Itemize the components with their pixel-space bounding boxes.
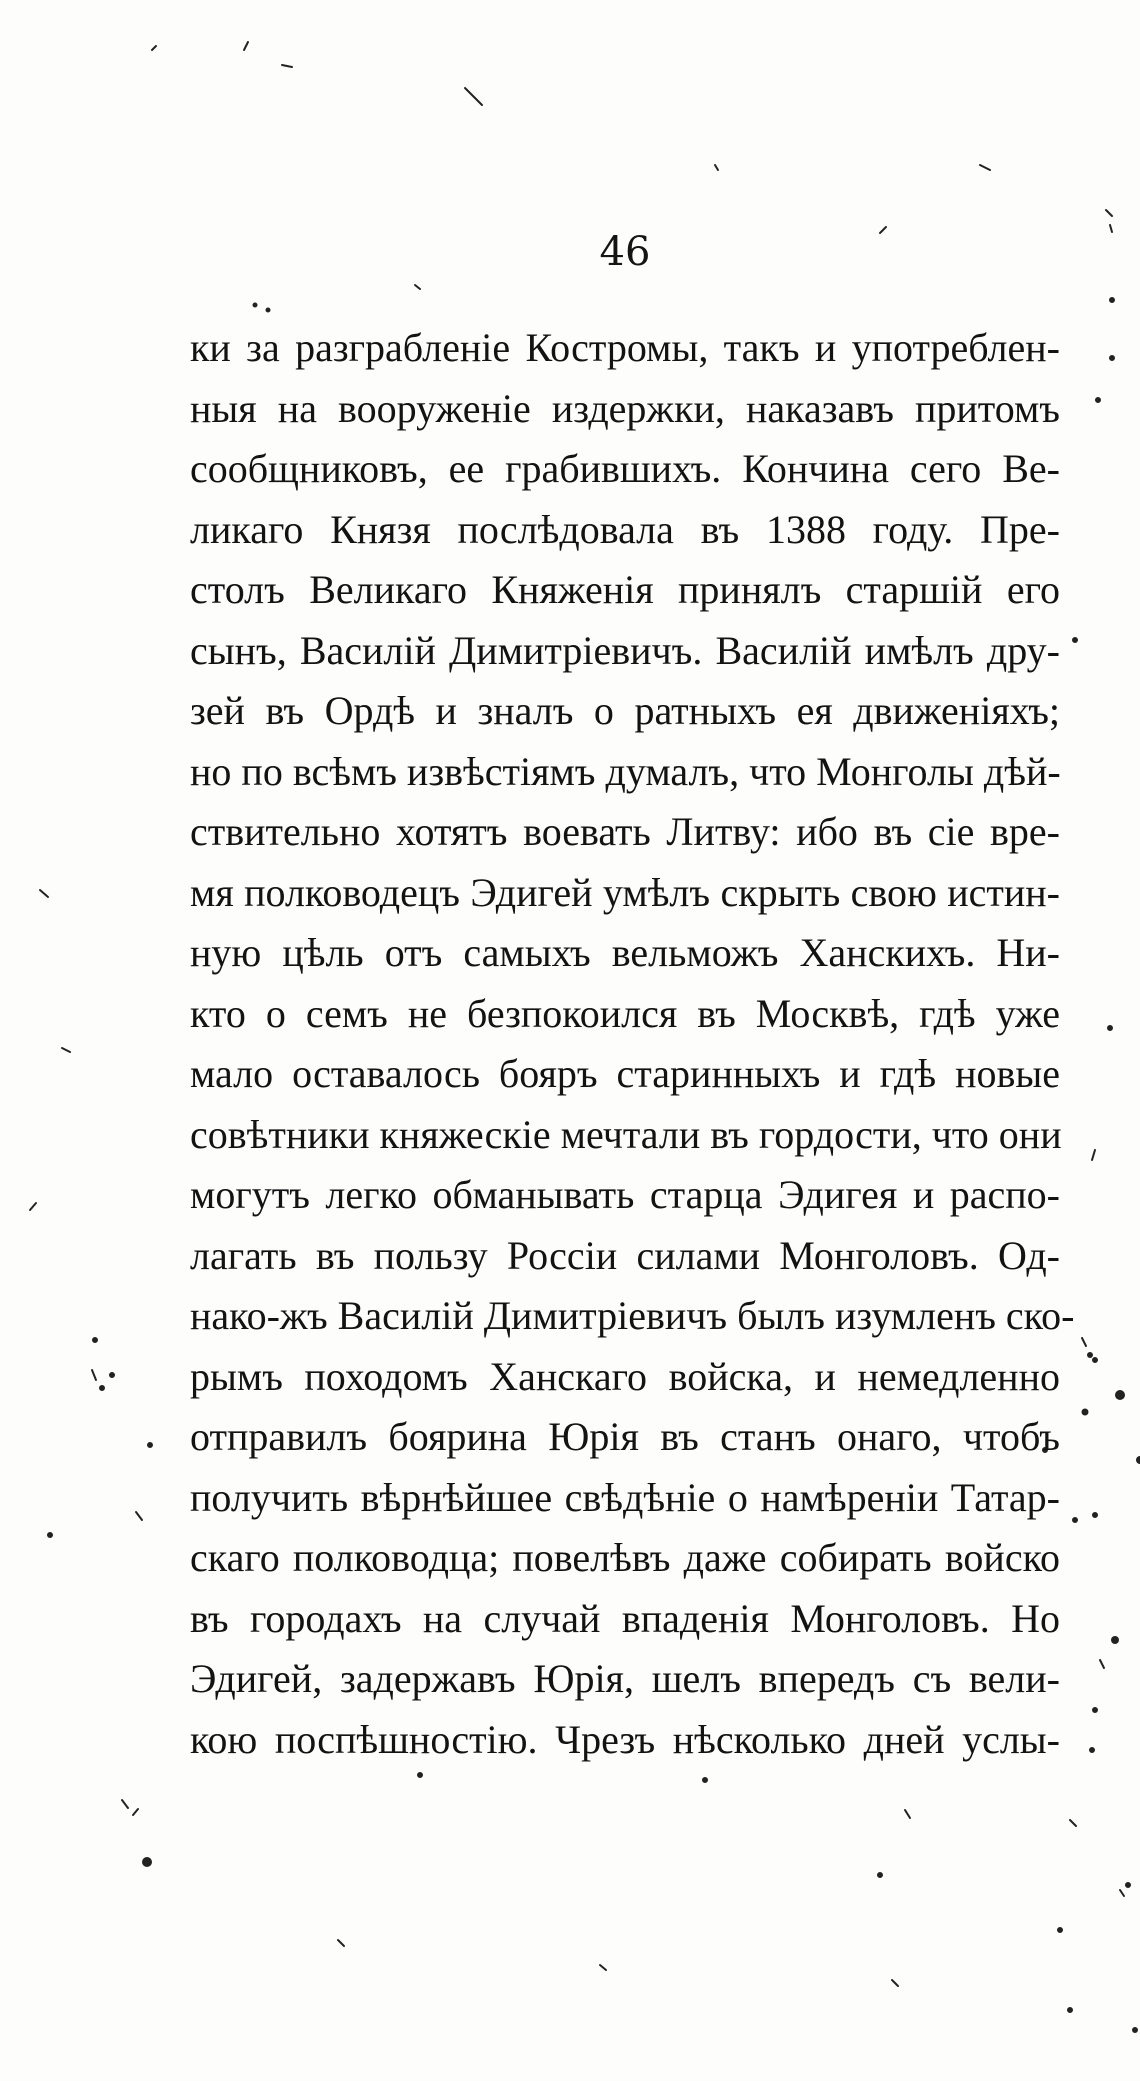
text-line: зей въ Ордѣ и зналъ о ратныхъ ея движеніяхъ; [190, 688, 1060, 733]
text-line: отправилъ боярина Юрія въ станъ онаго, чтобъ [190, 1414, 1060, 1459]
text-line: ки за разграбленіе Костромы, такъ и употреблен- [190, 325, 1060, 370]
text-line: въ городахъ на случай впаденія Монголовъ. Но [190, 1595, 1060, 1641]
text-line: рымъ походомъ Ханскаго войска, и немедленно [190, 1353, 1060, 1399]
text-line: ную цѣль отъ самыхъ вельможъ Ханскихъ. Ни- [190, 930, 1060, 975]
text-line: могутъ легко обманывать старца Эдигея и распо- [190, 1172, 1060, 1217]
text-line: мало оставалось бояръ старинныхъ и гдѣ новые [190, 1051, 1060, 1096]
body-text [190, 318, 1075, 1770]
text-line: кою поспѣшностію. Чрезъ нѣсколько дней услы- [190, 1716, 1060, 1762]
text-line: но по всѣмъ извѣстіямъ думалъ, что Монголы дѣй- [190, 748, 1061, 794]
text-line: кто о семъ не безпокоился въ Москвѣ, гдѣ уже [190, 990, 1060, 1036]
text-line: ликаго Князя послѣдовала въ 1388 году. Пре- [190, 506, 1060, 552]
text-line: Эдигей, задержавъ Юрія, шелъ впередъ съ вели- [190, 1656, 1060, 1701]
text-line: ныя на вооруженіе издержки, наказавъ притомъ [190, 385, 1060, 431]
text-line: получить вѣрнѣйшее свѣдѣніе о намѣреніи Татар- [190, 1474, 1060, 1520]
text-line: совѣтники княжескіе мечтали въ гордости, что они [190, 1111, 1062, 1157]
text-line: ствительно хотятъ воевать Литву: ибо въ сіе вре- [190, 809, 1060, 854]
text-line: сообщниковъ, ее грабившихъ. Кончина сего Ве- [190, 446, 1060, 491]
text-line: мя полководецъ Эдигей умѣлъ скрыть свою истин- [190, 869, 1060, 915]
text-line: столъ Великаго Княженія принялъ старшій его [190, 567, 1060, 612]
text-line: нако-жъ Василій Димитріевичъ былъ изумленъ ско- [190, 1293, 1075, 1338]
page-number: 46 [599, 229, 651, 275]
text-line: лагать въ пользу Россіи силами Монголовъ. Од- [190, 1232, 1060, 1278]
text-line: сынъ, Василій Димитріевичъ. Василій имѣлъ дру- [190, 627, 1060, 673]
text-line: скаго полководца; повелѣвъ даже собирать войско [190, 1535, 1060, 1580]
